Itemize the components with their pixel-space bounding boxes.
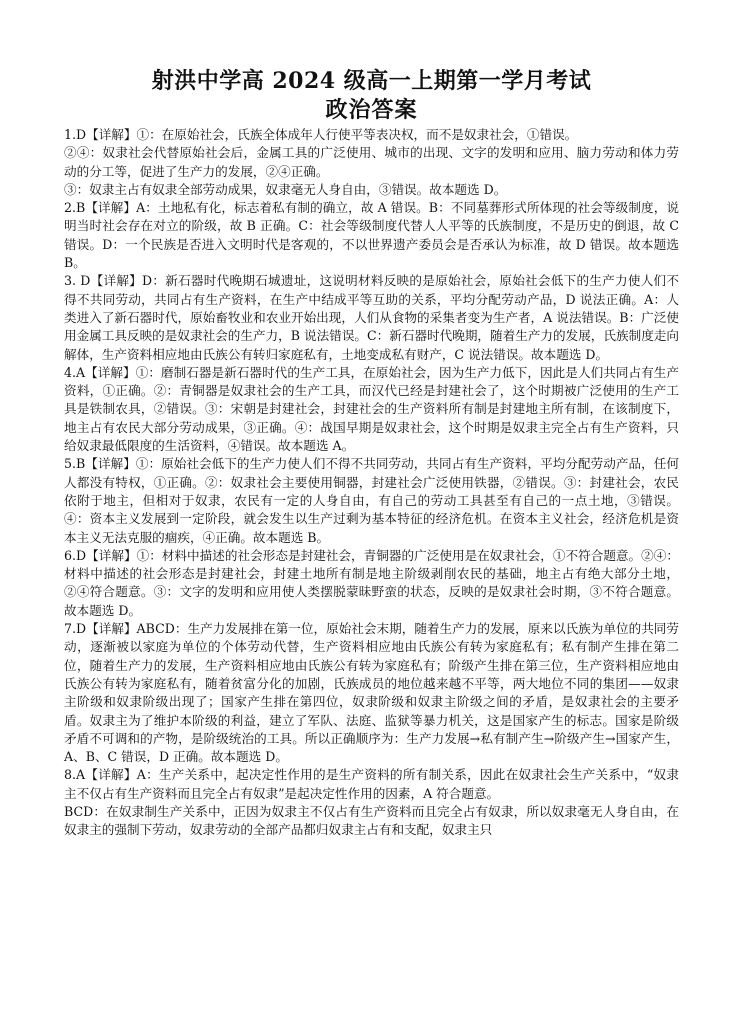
answer-paragraph: 4.A【详解】①：磨制石器是新石器时代的生产工具，在原始社会，因为生产力低下，因此是人们共同占有生产资料，①正确。②：青铜器是奴隶社会的生产工具，而汉代已经是封建社会了，这个时期被广泛使用的生产工具是铁制农具，②错误。③：宋朝是封建社会，封建社会的生产资料所有制是封建地主所有制，在该制度下，地主占有农民大部分劳动成果，③正确。④：战国早期是奴隶社会，这个时期是奴隶主完全占有生产资料，只给奴隶最低限度的生活资料，④错误。故本题选 A。 <box>64 364 679 454</box>
answer-list <box>64 126 679 840</box>
answer-paragraph: 1.D【详解】①：在原始社会，氏族全体成年人行使平等表决权，而不是奴隶社会，①错误。 <box>64 127 578 142</box>
answer-item <box>64 199 679 272</box>
answer-item <box>64 766 679 839</box>
answer-item <box>64 272 679 363</box>
answer-paragraph: 6.D【详解】①：材料中描述的社会形态是封建社会，青铜器的广泛使用是在奴隶社会，①不符合题意。②④：材料中描述的社会形态是封建社会，封建土地所有制是地主阶级剥削农民的基础，地主占有绝大部分土地，②④符合题意。③：文字的发明和应用使人类摆脱蒙昧野蛮的状态，反映的是奴隶社会时期，③不符合题意。故本题选 D。 <box>64 547 679 618</box>
answer-paragraph: 2.B【详解】A：土地私有化，标志着私有制的确立，故 A 错误。B：不同墓葬形式所体现的社会等级制度，说明当时社会存在对立的阶级，故 B 正确。C：社会等级制度代替人人平等的氏族制度，不是历史的倒退，故 C 错误。D：一个民族是否进入文明时代是客观的，不以世界遗产委员会是否承认为标准，故 D 错误。故本题选 B。 <box>64 200 679 271</box>
answer-item <box>64 364 679 455</box>
answer-item <box>64 126 679 199</box>
answer-item <box>64 455 679 546</box>
answer-paragraph: 7.D【详解】ABCD：生产力发展排在第一位，原始社会末期，随着生产力的发展，原来以氏族为单位的共同劳动，逐渐被以家庭为单位的个体劳动代替，生产资料相应地由氏族公有转为家庭私有；私有制产生排在第二位，随着生产力的发展，生产资料相应地由氏族公有转为家庭私有；阶级产生排在第三位，生产资料相应地由氏族公有转为家庭私有，随着贫富分化的加剧，氏族成员的地位越来越不平等，两大地位不同的集团——奴隶主阶级和奴隶阶级出现了；国家产生排在第四位，奴隶阶级和奴隶主阶级之间的矛盾，是奴隶社会的主要矛盾。奴隶主为了维护本阶级的利益，建立了军队、法庭、监狱等暴力机关，这是国家产生的标志。国家是阶级矛盾不可调和的产物，是阶级统治的工具。所以正确顺序为：生产力发展→私有制产生→阶级产生→国家产生，A、B、C 错误，D 正确。故本题选 D。 <box>64 621 679 765</box>
answer-paragraph: ③：奴隶主占有奴隶全部劳动成果，奴隶毫无人身自由，③错误。故本题选 D。 <box>64 181 507 197</box>
answer-item <box>64 620 679 766</box>
answer-paragraph: ②④：奴隶社会代替原始社会后，金属工具的广泛使用、城市的出现、文字的发明和应用、脑力劳动和体力劳动的分工等，促进了生产力的发展，②④正确。 <box>64 145 679 179</box>
answer-paragraph: 3. D【详解】D：新石器时代晚期石城遗址，这说明材料反映的是原始社会，原始社会低下的生产力使人们不得不共同劳动，共同占有生产资料，在生产中结成平等互助的关系，平均分配劳动产品，D 说法正确。A：人类进入了新石器时代，原始畜牧业和农业开始出现，人们从食物的采集者变为生产者，A 说法错误。B：广泛使用金属工具反映的是奴隶社会的生产力，B 说法错误。C：新石器时代晚期，随着生产力的发展，氏族制度走向解体，生产资料相应地由氏族公有转归家庭私有，土地变成私有财产，C 说法错误。故本题选 D。 <box>64 273 679 362</box>
answer-paragraph: 8.A【详解】A：生产关系中，起决定性作用的是生产资料的所有制关系，因此在奴隶社会生产关系中，“奴隶主不仅占有生产资料而且完全占有奴隶”是起决定性作用的因素，A 符合题意。 <box>64 767 679 801</box>
answer-paragraph: BCD：在奴隶制生产关系中，正因为奴隶主不仅占有生产资料而且完全占有奴隶，所以奴隶毫无人身自由，在奴隶主的强制下劳动，奴隶劳动的全部产品都归奴隶主占有和支配，奴隶主只 <box>64 803 679 838</box>
document-subtitle: 政治答案 <box>325 97 418 123</box>
answer-paragraph: 5.B【详解】①：原始社会低下的生产力使人们不得不共同劳动，共同占有生产资料，平均分配劳动产品，任何人都没有特权，①正确。②：奴隶社会主要使用铜器，封建社会广泛使用铁器，②错误。③：封建社会，农民依附于地主，但相对于奴隶，农民有一定的人身自由，有自己的劳动工具甚至有自己的一点土地，③错误。④：资本主义发展到一定阶段，就会发生以生产过剩为基本特征的经济危机。在资本主义社会，经济危机是资本主义无法克服的痼疾，④正确。故本题选 B。 <box>64 456 679 545</box>
document-title: 射洪中学高 2024 级高一上期第一学月考试 <box>151 68 592 94</box>
answer-item <box>64 547 679 620</box>
